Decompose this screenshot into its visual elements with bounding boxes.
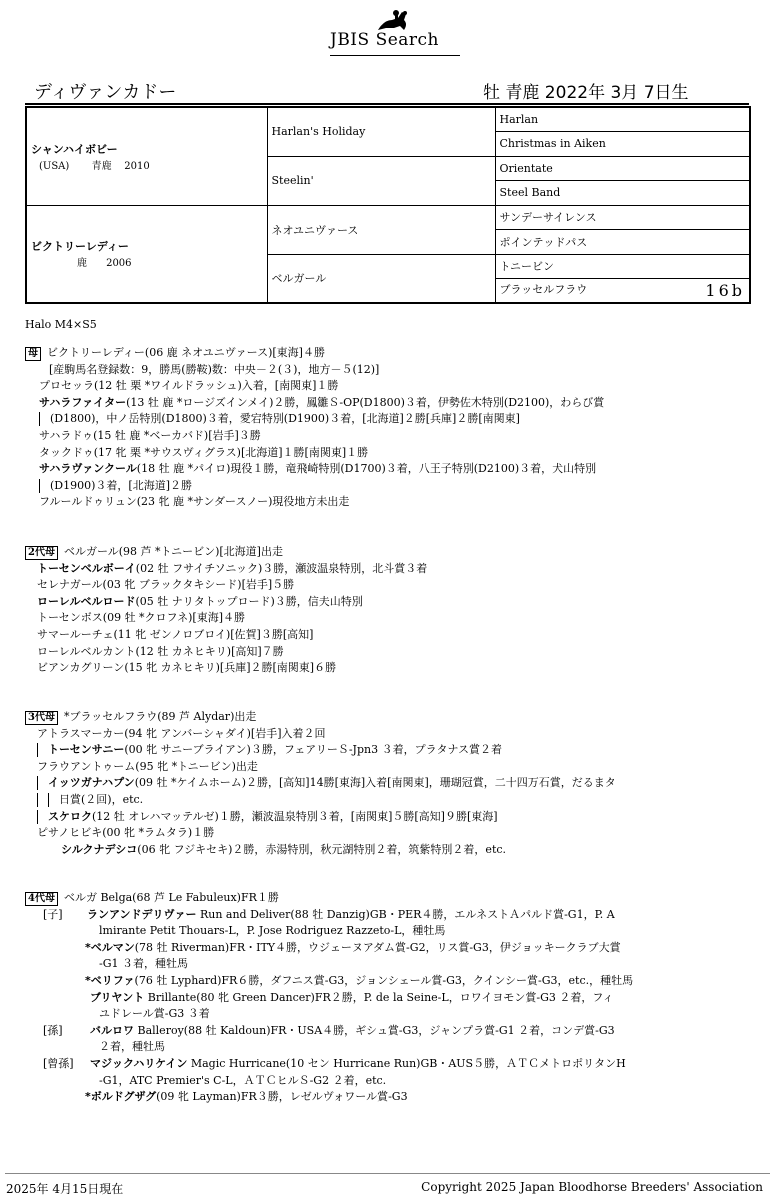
logo-underline: [330, 55, 460, 56]
second-dam-section: 2代母 ベルガール(98 芦 *トニービン)[北海道]出走 トーセンベルボーイ(02 牡 フサイチソニック)３勝，瀬波温泉特別，北斗賞３着 セレナガール(03 牝 ブラックタキシード)[岩手]５勝 ローレルベルロード(05 牡 ナリタトップロード)３勝，信夫山特別 トーセンボス(09 牡 *クロフネ)[東海]４勝 サマールーチェ(11 牝 ゼンノロブロイ)[佐賀]３勝[高知] ローレルベルカント(12 牡 カネヒキリ)[高知]７勝 ビアンカグリーン(15 牝 カネヒキリ)[兵庫]２勝[南関東]６勝: [25, 544, 427, 677]
section-label: 4代母: [25, 892, 58, 906]
ped-g3-3: Orientate: [495, 156, 750, 181]
jbis-logo: [330, 8, 460, 54]
horse-info: 牡 青鹿 2022年 3月 7日生: [483, 83, 689, 103]
inbreeding: Halo M4×S5: [25, 318, 97, 331]
ped-g3-4: Steel Band: [495, 181, 750, 206]
ped-g3-7: トニービン: [495, 254, 750, 279]
dam-sire: ネオユニヴァース: [267, 205, 495, 254]
sire-details: (USA) 青鹿 2010: [39, 160, 150, 172]
footer-copyright: Copyright 2025 Japan Bloodhorse Breeders' Association: [421, 1180, 763, 1194]
sire-cell: [26, 107, 267, 205]
footer-rule: [5, 1173, 770, 1174]
section-label: 母: [25, 347, 41, 361]
dam-dam: ベルガール: [267, 254, 495, 303]
logo-text: JBIS Search: [330, 30, 440, 50]
third-dam-section: 3代母 *ブラッセルフラウ(89 芦 Alydar)出走 アトラスマーカー(94 牝 アンバーシャダイ)[岩手]入着２回 トーセンサニー(00 牝 サニーブライアン)３勝，フェアリーＳ-Jpn3 ３着，プラタナス賞２着 フラウアントゥーム(95 牝 *トニービン)出走 イッツガナハプン(09 牡 *ケイムホーム)２勝，[高知]14勝[東海]入着[南関東]，珊瑚冠賞，二十四万石賞，だるまタ 日賞(２回)，etc. スケロク(12 牡 オレハマッテルゼ)１勝，瀬波温泉特別３着，[南関東]５勝[高知]９勝[東海] ピサノヒビキ(00 牝 *ラムタラ)１勝 シルクナデシコ(06 牝 フジキセキ)２勝，赤湯特別，秋元湖特別２着，筑紫特別２着，etc.: [25, 709, 616, 858]
ped-g3-6: ポインテッドパス: [495, 230, 750, 255]
sire-dam: Steelin': [267, 156, 495, 205]
ped-g3-5: サンデーサイレンス: [495, 205, 750, 230]
horse-name: ディヴァンカドー: [34, 82, 177, 103]
ped-g3-8: ブラッセルフラウ 16b: [495, 279, 750, 304]
section-label: 3代母: [25, 711, 58, 725]
fourth-dam-section: 4代母 ベルガ Belga(68 芦 Le Fabuleux)FR１勝 [子] ランアンドデリヴァー Run and Deliver(88 牡 Danzig)GB・PER４勝，エルネストＡパルド賞-G1，P. A lmirante Petit Thouars-L，P. Jose Rodriguez Razzeto-L，種牡馬 *ベルマン(78 牡 Riverman)FR・ITY４勝，ウジェーヌアダム賞-G2，リス賞-G3，伊ジョッキークラブ大賞 -G1 ３着，種牡馬 *ベリファ(76 牡 Lyphard)FR６勝，ダフニス賞-G3，ジョンシェール賞-G3，クインシー賞-G3，etc.，種牡馬 ブリヤント Brillante(80 牝 Green Dancer)FR２勝，P. de la Seine-L，ロワイヨモン賞-G3 ２着，フィ ユドレール賞-G3 ３着 [孫] バルロワ Balleroy(88 牡 Kaldoun)FR・USA４勝，ギシュ賞-G3，ジャンプラ賞-G1 ２着，コンデ賞-G3 ２着，種牡馬 [曾孫] マジックハリケイン Magic Hurricane(10 セン Hurricane Run)GB・AUS５勝，ＡＴＣメトロポリタンH -G1，ATC Premier's C-L，ＡＴＣヒルＳ-G2 ２着，etc. *ボルドグザグ(09 牝 Layman)FR３勝，レゼルヴォワール賞-G3: [25, 890, 633, 1106]
ped-g3-2: Christmas in Aiken: [495, 132, 750, 157]
footer-date: 2025年 4月15日現在: [6, 1182, 124, 1196]
dam-section: 母 ビクトリーレディー(06 鹿 ネオユニヴァース)[東海]４勝 [産駒馬名登録数：9，勝馬(勝鞍)数：中央－２(３)，地方－５(12)] プロセッラ(12 牡 栗 *ワイルドラッシュ)入着，[南関東]１勝 サハラファイター(13 牡 鹿 *ロージズインメイ)２勝，鳳雛Ｓ-OP(D1800)３着，伊勢佐木特別(D2100)，わらび賞 (D1800)，中ノ岳特別(D1800)３着，愛宕特別(D1900)３着，[北海道]２勝[兵庫]２勝[南関東] サハラドゥ(15 牡 鹿 *ベーカバド)[岩手]３勝 タックドゥ(17 牝 栗 *サウスヴィグラス)[北海道]１勝[南関東]１勝 サハラヴァンクール(18 牡 鹿 *パイロ)現役１勝，竜飛崎特別(D1700)３着，八王子特別(D2100)３着，犬山特別 (D1900)３着，[北海道]２勝 フルールドゥリュン(23 牝 鹿 *サンダースノー)現役地方未出走: [25, 345, 604, 511]
dam-name: ビクトリーレディー: [31, 240, 129, 254]
title-rule: [25, 103, 749, 105]
dam-details: 鹿 2006: [77, 258, 132, 270]
sire-name: シャンハイボビー: [31, 142, 118, 156]
family-number: 16b: [705, 281, 745, 300]
dam-cell: [26, 205, 267, 303]
ped-g3-1: Harlan: [495, 107, 750, 132]
sire-sire: Harlan's Holiday: [267, 107, 495, 156]
section-label: 2代母: [25, 546, 58, 560]
pedigree-table: [25, 106, 751, 304]
